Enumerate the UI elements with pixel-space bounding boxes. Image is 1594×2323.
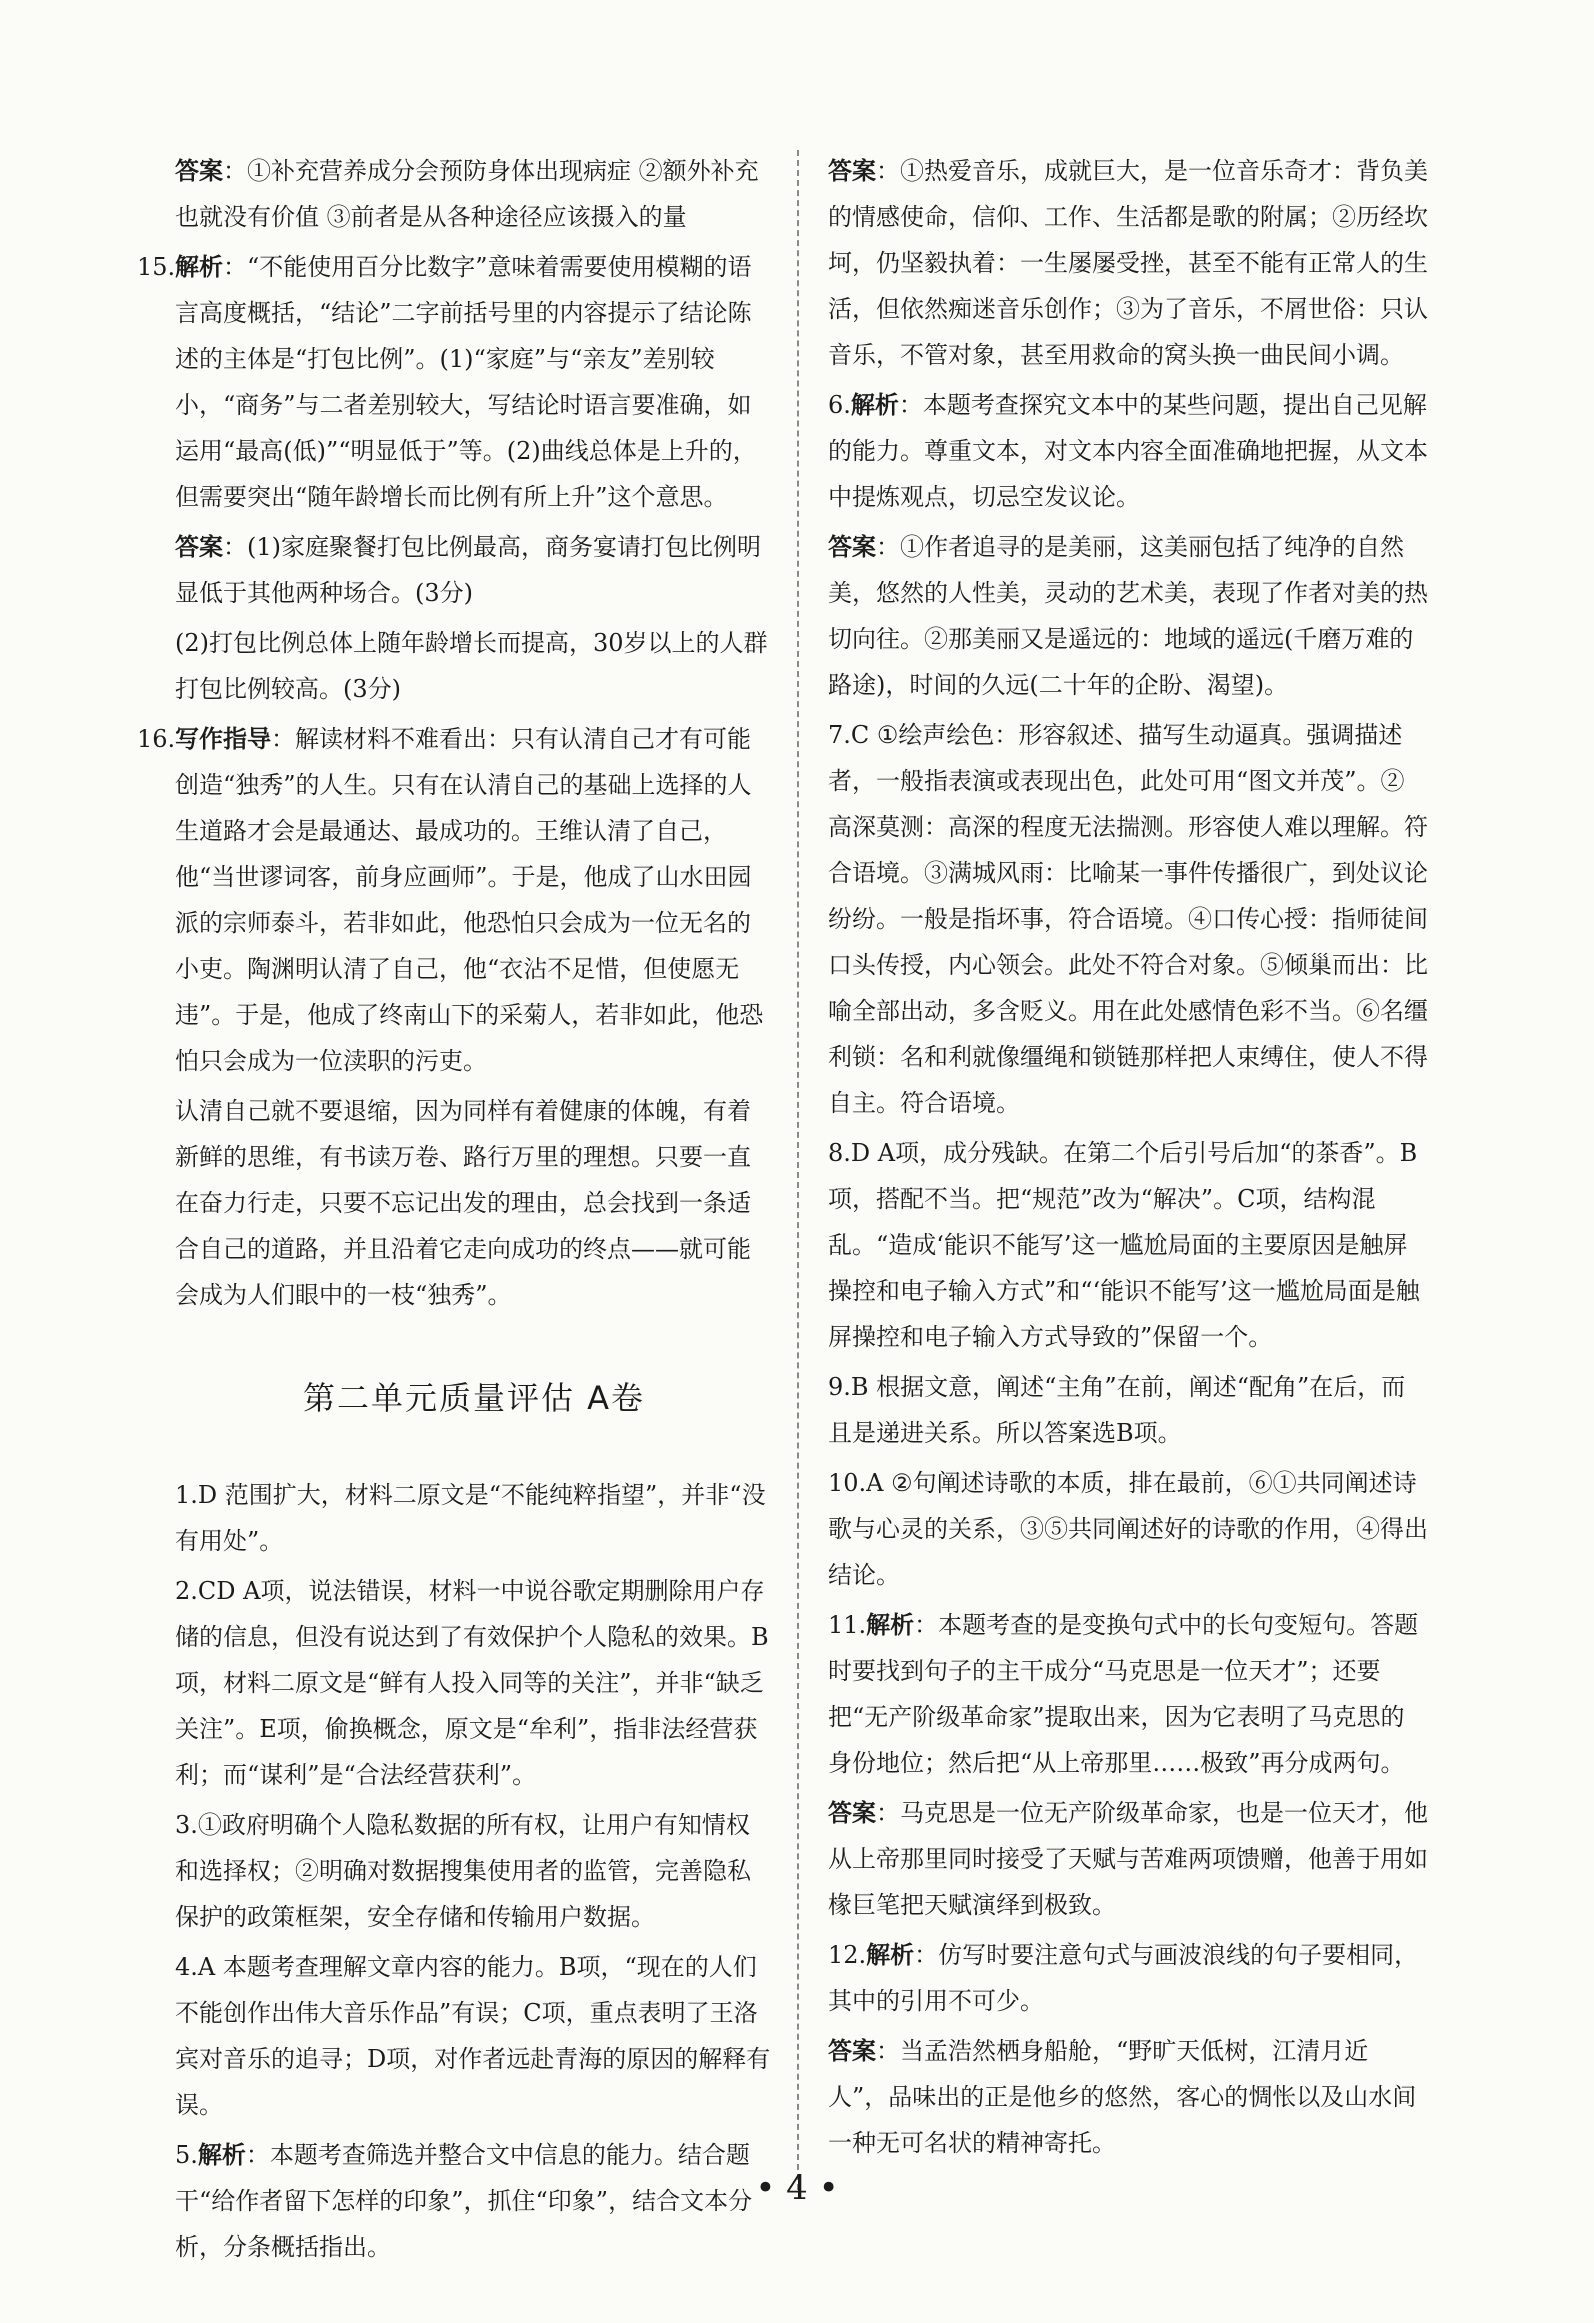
question-16-paragraph2: 认清自己就不要退缩，因为同样有着健康的体魄，有着新鲜的思维，有书读万卷、路行万里的理想。只要一直在奋力行走，只要不忘记出发的理由，总会找到一条适合自己的道路，并且沿着它走向成功的终点——就可能会成为人们眼中的一枝“独秀”。 (175, 1097, 751, 1309)
answer-label: 答案 (828, 157, 876, 185)
column-divider (797, 150, 799, 2190)
right-column (828, 148, 1428, 2170)
answer-7: 7.C ①绘声绘色：形容叙述、描写生动逼真。强调描述者，一般指表演或表现出色，此处可用“图文并茂”。②高深莫测：高深的程度无法揣测。形容使人难以理解。符合语境。③满城风雨：比喻某一事件传播很广，到处议论纷纷。一般是指坏事，符合语境。④口传心授：指师徒间口头传授，内心领会。此处不符合对象。⑤倾巢而出：比喻全部出动，多含贬义。用在此处感情色彩不当。⑥名缰利锁：名和利就像缰绳和锁链那样把人束缚住，使人不得自主。符合语境。 (828, 721, 1428, 1117)
writing-guide-label: 写作指导 (175, 725, 271, 753)
analysis-label: 解析 (866, 1611, 915, 1639)
answer-5-analysis: 5.解析：本题考查筛选并整合文中信息的能力。结合题干“给作者留下怎样的印象”，抓住“印象”，结合文本分析，分条概括指出。 (175, 2141, 753, 2261)
page-number: • 4 • (755, 2168, 839, 2208)
analysis-label: 解析 (850, 391, 899, 419)
answer-6: 答案：①作者追寻的是美丽，这美丽包括了纯净的自然美，悠然的人性美，灵动的艺术美，表现了作者对美的热切向往。②那美丽又是遥远的：地域的遥远(千磨万难的路途)，时间的久远(二十年的企盼、渴望)。 (828, 533, 1428, 699)
answer-label: 答案 (175, 157, 223, 185)
answer-14: 答案：①补充营养成分会预防身体出现病症 ②额外补充也就没有价值 ③前者是从各种途径应该摄入的量 (175, 157, 759, 231)
analysis-label: 解析 (866, 1941, 915, 1969)
answer-11: 答案：马克思是一位无产阶级革命家，也是一位天才，他从上帝那里同时接受了天赋与苦难两项馈赠，他善于用如椽巨笔把天赋演绎到极致。 (828, 1799, 1428, 1919)
answer-4: 4.A 本题考查理解文章内容的能力。B项，“现在的人们不能创作出伟大音乐作品”有误；C项，重点表明了王洛宾对音乐的追寻；D项，对作者远赴青海的原因的解释有误。 (175, 1953, 771, 2119)
analysis-label: 解析 (175, 253, 223, 281)
section-title: 第二单元质量评估 A卷 (302, 1379, 646, 1417)
answer-5: 答案：①热爱音乐，成就巨大，是一位音乐奇才：背负美的情感使命，信仰、工作、生活都是歌的附属；②历经坎坷，仍坚毅执着：一生屡屡受挫，甚至不能有正常人的生活，但依然痴迷音乐创作；③为了音乐，不屑世俗：只认音乐，不管对象，甚至用救命的窝头换一曲民间小调。 (828, 157, 1428, 369)
left-column (137, 148, 773, 2274)
answer-10: 10.A ②句阐述诗歌的本质，排在最前，⑥①共同阐述诗歌与心灵的关系，③⑤共同阐述好的诗歌的作用，④得出结论。 (828, 1469, 1428, 1589)
answer-2: 2.CD A项，说法错误，材料一中说谷歌定期删除用户存储的信息，但没有说达到了有效保护个人隐私的效果。B项，材料二原文是“鲜有人投入同等的关注”，并非“缺乏关注”。E项，偷换概念，原文是“牟利”，指非法经营获利；而“谋利”是“合法经营获利”。 (175, 1577, 769, 1789)
question-6-analysis: 6.解析：本题考查探究文本中的某些问题，提出自己见解的能力。尊重文本，对文本内容全面准确地把握，从文本中提炼观点，切忌空发议论。 (828, 391, 1428, 511)
question-11-analysis: 11.解析：本题考查的是变换句式中的长句变短句。答题时要找到句子的主干成分“马克思是一位天才”；还要把“无产阶级革命家”提取出来，因为它表明了马克思的身份地位；然后把“从上帝那里……极致”再分成两句。 (828, 1611, 1419, 1777)
answer-12: 答案：当孟浩然栖身船舱，“野旷天低树，江清月近人”，品味出的正是他乡的悠然，客心的惆怅以及山水间一种无可名状的精神寄托。 (828, 2037, 1417, 2157)
answer-label: 答案 (175, 533, 223, 561)
question-16-writing-guide: 16. 写作指导：解读材料不难看出：只有认清自己才有可能创造“独秀”的人生。只有在认清自己的基础上选择的人生道路才会是最通达、最成功的。王维认清了自己，他“当世谬词客，前身应画师”。于是，他成了山水田园派的宗师泰斗，若非如此，他恐怕只会成为一位无名的小吏。陶渊明认清了自己，他“衣沾不足惜，但使愿无违”。于是，他成了终南山下的采菊人，若非如此，他恐怕只会成为一位渎职的污吏。 (137, 725, 764, 1075)
question-15-analysis: 15. 解析：“不能使用百分比数字”意味着需要使用模糊的语言高度概括，“结论”二字前括号里的内容提示了结论陈述的主体是“打包比例”。(1)“家庭”与“亲友”差别较小，“商务”与二者差别较大，写结论时语言要准确，如运用“最高(低)”“明显低于”等。(2)曲线总体是上升的，但需要突出“随年龄增长而比例有所上升”这个意思。 (137, 253, 757, 511)
answer-1: 1.D 范围扩大，材料二原文是“不能纯粹指望”，并非“没有用处”。 (175, 1481, 766, 1555)
answer-9: 9.B 根据文意，阐述“主角”在前，阐述“配角”在后，而且是递进关系。所以答案选B项。 (828, 1373, 1406, 1447)
answer-label: 答案 (828, 533, 876, 561)
answer-8: 8.D A项，成分残缺。在第二个后引号后加“的茶香”。B项，搭配不当。把“规范”改为“解决”。C项，结构混乱。“造成‘能识不能写’这一尴尬局面的主要原因是触屏操控和电子输入方式”和“‘能识不能写’这一尴尬局面是触屏操控和电子输入方式导致的”保留一个。 (828, 1139, 1420, 1351)
analysis-label: 解析 (197, 2141, 246, 2169)
answer-15-part2: (2)打包比例总体上随年龄增长而提高，30岁以上的人群打包比例较高。(3分) (175, 629, 768, 703)
answer-label: 答案 (828, 2037, 876, 2065)
answer-label: 答案 (828, 1799, 876, 1827)
question-12-analysis: 12.解析：仿写时要注意句式与画波浪线的句子要相同，其中的引用不可少。 (828, 1941, 1419, 2015)
answer-3: 3.①政府明确个人隐私数据的所有权，让用户有知情权和选择权；②明确对数据搜集使用者的监管，完善隐私保护的政策框架，安全存储和传输用户数据。 (175, 1811, 751, 1931)
answer-15: 答案：(1)家庭聚餐打包比例最高，商务宴请打包比例明显低于其他两种场合。(3分) (175, 533, 761, 607)
